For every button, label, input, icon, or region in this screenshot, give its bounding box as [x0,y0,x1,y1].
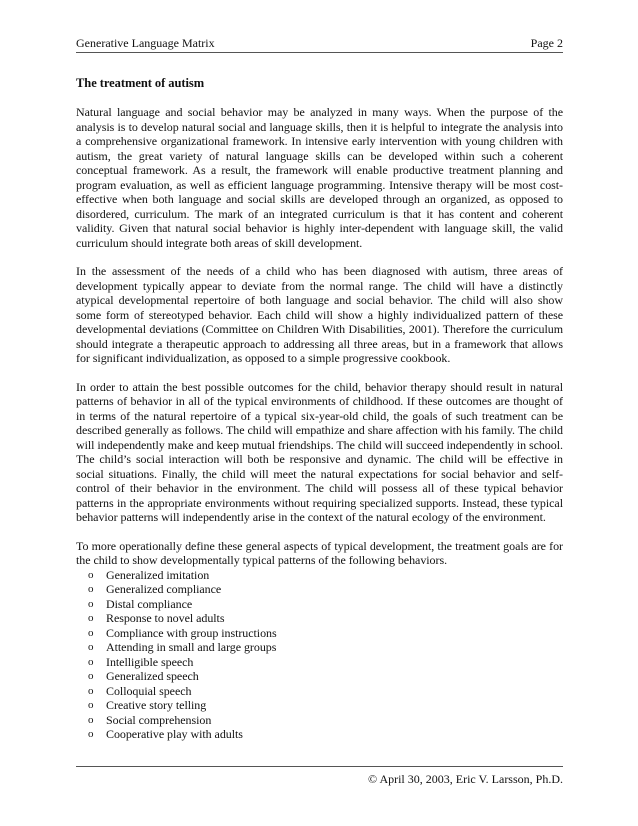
list-item [76,640,563,655]
list-item-label: Distal compliance [106,596,193,611]
list-item [76,568,563,583]
section-heading: The treatment of autism [76,76,205,90]
list-item-label: Generalized compliance [106,582,222,596]
paragraph-2: In the assessment of the needs of a child who has been diagnosed with autism, three areas of development typically appear to deviate from the normal range. The child will have a distinctly atypical developmental repertoire of both language and social behavior. The child will also show some form of stereotyped behavior. Each child will show a highly individualized pattern of these developmental deviations (Committee on Children With Disabilities, 2001). Therefore the curriculum should integrate a therapeutic approach to addressing all three areas, but in a framework that allows for significant individualization, as opposed to a simple progressive cookbook. [76,264,563,365]
list-item [76,727,563,742]
list-item-label: Intelligible speech [106,654,194,669]
page-number: Page 2 [530,36,563,50]
list-item [76,611,563,626]
bullet-icon: o [88,655,94,668]
list-item [76,698,563,713]
bullet-icon: o [88,684,94,697]
behavior-list [76,568,563,742]
list-item-label: Cooperative play with adults [106,727,243,741]
paragraph-4: To more operationally define these general aspects of typical development, the treatment goals are for the child to show developmentally typical patterns of the following behaviors. [76,538,563,567]
bullet-icon: o [88,568,94,581]
document-title: Generative Language Matrix [76,36,215,50]
running-header [76,36,563,53]
main-content [76,76,563,742]
list-item-label: Colloquial speech [106,683,192,698]
bullet-icon: o [88,612,94,624]
bullet-icon: o [88,626,94,639]
list-item [76,669,563,684]
bullet-icon: o [88,597,94,610]
list-item [76,655,563,670]
copyright-notice: © April 30, 2003, Eric V. Larsson, Ph.D. [367,772,563,786]
document-page [76,0,563,826]
paragraph-1: Natural language and social behavior may be analyzed in many ways. When the purpose of the analysis is to develop natural social and language skills, then it is helpful to integrate the analysis into a comprehensive organizational framework. In intensive early intervention with young children with autism, the great variety of natural language skills can be developed within such a coherent conceptual framework. As a result, the framework will enable productive treatment planning and program evaluation, as well as efficient language programming. Intensive therapy will be most cost-effective when both language and social skills are developed through an organized, as opposed to disordered, curriculum. The mark of an integrated curriculum is that it has content and coherent validity. Given that natural social behavior is highly inter-dependent with language skill, the valid curriculum should integrate both areas of skill development. [76,105,563,250]
list-item-label: Generalized imitation [106,567,210,582]
bullet-icon: o [88,641,94,653]
list-item-label: Creative story telling [106,698,207,712]
list-item-label: Response to novel adults [106,611,225,625]
list-item [76,713,563,728]
bullet-icon: o [88,699,94,711]
list-item-label: Compliance with group instructions [106,625,277,640]
paragraph-3: In order to attain the best possible outcomes for the child, behavior therapy should result in natural patterns of behavior in all of the typical environments of childhood. If these outcomes are thought of in terms of the natural repertoire of a typical six-year-old child, the goals of such treatment can be described generally as follows. The child will empathize and share affection with his family. The child will independently make and keep mutual friendships. The child will succeed independently in school. The child’s social interaction will both be responsive and dynamic. The child will be effective in social situations. Finally, the child will meet the natural expectations for social behavior and self-control of their behavior in the environment. The child will possess all of these typical behavior patterns in the appropriate environments without requiring specialized supports. Instead, these typical behavior patterns will independently arise in the context of the natural ecology of the environment. [76,379,563,524]
running-footer [76,766,563,786]
bullet-icon: o [88,728,94,740]
list-item [76,582,563,597]
bullet-icon: o [88,583,94,595]
list-item [76,626,563,641]
bullet-icon: o [88,713,94,726]
list-item-label: Attending in small and large groups [106,640,277,654]
list-item-label: Social comprehension [106,712,212,727]
list-item-label: Generalized speech [106,669,199,683]
bullet-icon: o [88,670,94,682]
list-item [76,684,563,699]
list-item [76,597,563,612]
